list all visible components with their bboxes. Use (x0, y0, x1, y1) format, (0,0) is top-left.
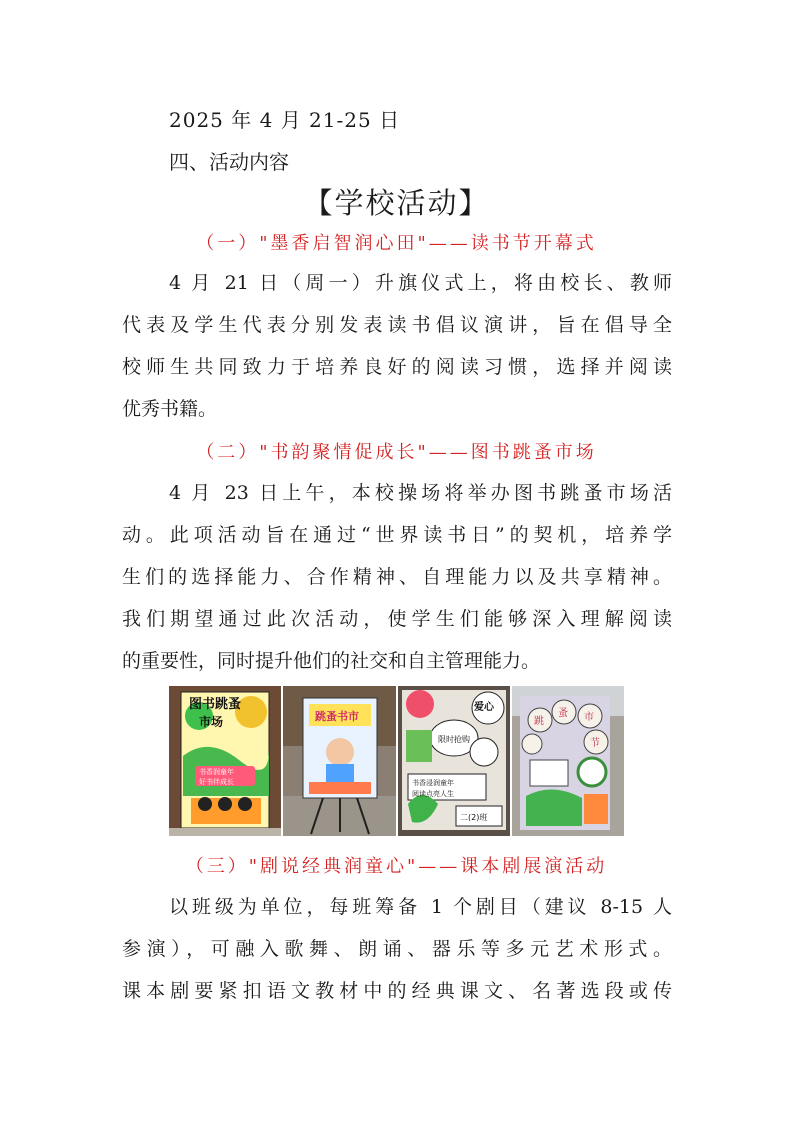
section-heading: 四、活动内容 (169, 150, 289, 174)
poster-photo-3 (398, 686, 510, 836)
paragraph-line: 4 月 21 日（周一）升旗仪式上，将由校长、教师 (169, 272, 672, 294)
poster-4-char-2: 蚤 (558, 708, 568, 719)
event-date: 2025 年 4 月 21-25 日 (169, 108, 401, 132)
poster-3-sale: 限时抢购 (438, 735, 470, 744)
poster-2-title: 跳蚤书市 (315, 710, 359, 723)
page-title: 【学校活动】 (303, 186, 490, 220)
paragraph-line: 以班级为单位，每班筹备 1 个剧目（建议 8-15 人 (169, 896, 672, 918)
poster-3-class: 二(2)班 (460, 813, 488, 822)
poster-4-char-3: 市 (584, 712, 594, 723)
poster-3-slogan-2: 阅读点亮人生 (412, 790, 454, 798)
poster-1-slogan-1: 书香润童年 (199, 768, 234, 776)
activity-3-body (122, 886, 672, 1012)
poster-photo-strip (169, 686, 624, 836)
poster-4-char-4: 节 (590, 738, 600, 749)
paragraph-line: 动。此项活动旨在通过“世界读书日”的契机，培养学 (122, 524, 672, 546)
poster-1-slogan-2: 好书伴成长 (199, 778, 234, 786)
paragraph-line: 生们的选择能力、合作精神、自理能力以及共享精神。 (122, 566, 672, 588)
activity-1-heading: （一）"墨香启智润心田"——读书节开幕式 (196, 233, 597, 254)
poster-photo-4 (512, 686, 624, 836)
paragraph-line: 参演），可融入歌舞、朗诵、器乐等多元艺术形式。 (122, 938, 672, 960)
paragraph-line: 课本剧要紧扣语文教材中的经典课文、名著选段或传 (122, 980, 672, 1002)
activity-2-heading: （二）"书韵聚情促成长"——图书跳蚤市场 (196, 442, 597, 463)
paragraph-line: 我们期望通过此次活动，使学生们能够深入理解阅读 (122, 608, 672, 630)
paragraph-line: 校师生共同致力于培养良好的阅读习惯，选择并阅读 (122, 356, 672, 378)
paragraph-line: 的重要性，同时提升他们的社交和自主管理能力。 (122, 650, 541, 672)
paragraph-line: 4 月 23 日上午，本校操场将举办图书跳蚤市场活 (169, 482, 672, 504)
poster-photo-1 (169, 686, 281, 836)
poster-1-title: 图书跳蚤 (189, 697, 242, 712)
paragraph-line: 优秀书籍。 (122, 398, 218, 420)
poster-photo-2 (283, 686, 396, 836)
poster-3-title: 爱心 (474, 702, 494, 713)
paragraph-line: 代表及学生代表分别发表读书倡议演讲，旨在倡导全 (122, 314, 672, 336)
poster-4-char-1: 跳 (534, 716, 544, 727)
activity-2-body (122, 472, 672, 682)
poster-1-subtitle: 市场 (199, 715, 224, 729)
activity-1-body (122, 262, 672, 430)
poster-3-slogan-1: 书香浸润童年 (412, 779, 454, 787)
activity-3-heading: （三）"剧说经典润童心"——课本剧展演活动 (185, 856, 608, 877)
